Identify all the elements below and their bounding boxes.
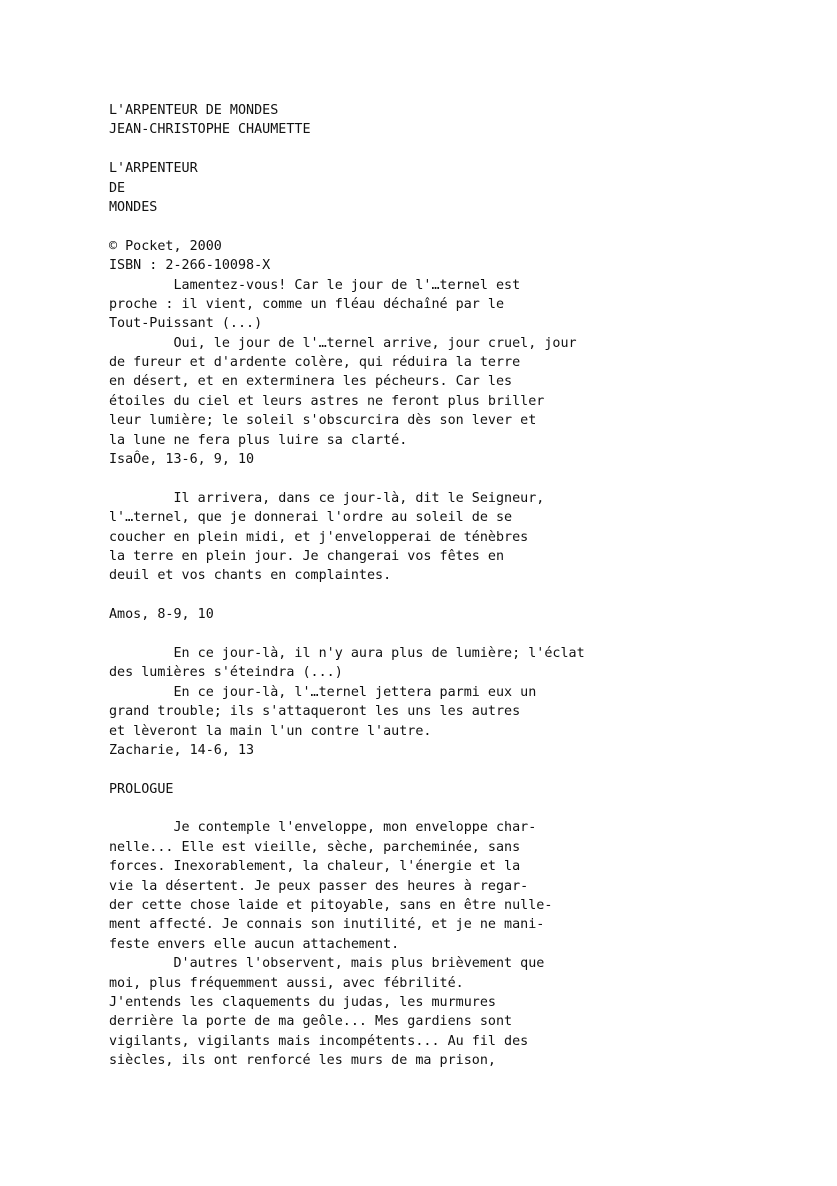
text-line: derrière la porte de ma geôle... Mes gardiens sont bbox=[109, 1014, 513, 1030]
spacer bbox=[109, 469, 809, 488]
book-title: L'ARPENTEUR DE MONDES bbox=[109, 103, 279, 118]
title-line: L'ARPENTEUR bbox=[109, 161, 198, 177]
text-line: la terre en plein jour. Je changerai vos fêtes en bbox=[109, 548, 505, 564]
text-line: de fureur et d'ardente colère, qui réduira la terre bbox=[109, 355, 521, 371]
text-line: grand trouble; ils s'attaqueront les uns les autres bbox=[109, 704, 521, 720]
copyright-line: © Pocket, 2000 bbox=[109, 238, 222, 254]
text-line: en désert, et en exterminera les pécheurs. Car les bbox=[109, 374, 513, 390]
text-line: Oui, le jour de l'…ternel arrive, jour cruel, jour bbox=[109, 335, 577, 351]
text-line: vigilants, vigilants mais incompétents... Au fil des bbox=[109, 1033, 529, 1049]
epigraph-source: IsaÔe, 13-6, 9, 10 bbox=[109, 452, 255, 468]
text-line: der cette chose laide et pitoyable, sans en être nulle- bbox=[109, 898, 553, 914]
text-line: l'…ternel, que je donnerai l'ordre au soleil de se bbox=[109, 510, 513, 526]
prologue-body bbox=[109, 818, 809, 1070]
text-line: coucher en plein midi, et j'envelopperai de ténèbres bbox=[109, 529, 529, 545]
text-line: Lamentez-vous! Car le jour de l'…ternel est bbox=[109, 277, 521, 293]
spacer bbox=[109, 799, 809, 818]
spacer bbox=[109, 760, 809, 779]
text-line: feste envers elle aucun attachement. bbox=[109, 936, 400, 952]
spacer bbox=[109, 217, 809, 236]
epigraph-zacharie bbox=[109, 644, 809, 760]
text-line: Tout-Puissant (...) bbox=[109, 316, 263, 332]
book-author: JEAN-CHRISTOPHE CHAUMETTE bbox=[109, 122, 311, 138]
spacer bbox=[109, 625, 809, 644]
text-line: vie la désertent. Je peux passer des heures à regar- bbox=[109, 878, 529, 894]
text-line: étoiles du ciel et leurs astres ne feront plus briller bbox=[109, 393, 545, 409]
title-line: DE bbox=[109, 180, 126, 196]
epigraph-source: Amos, 8-9, 10 bbox=[109, 607, 214, 623]
text-line: proche : il vient, comme un fléau déchaîné par le bbox=[109, 296, 505, 312]
text-line: moi, plus fréquemment aussi, avec fébrilité. bbox=[109, 975, 464, 991]
document-page bbox=[109, 101, 809, 1071]
isbn-line: ISBN : 2-266-10098-X bbox=[109, 258, 271, 274]
text-line: En ce jour-là, l'…ternel jettera parmi eux un bbox=[109, 684, 537, 700]
text-line: la lune ne fera plus luire sa clarté. bbox=[109, 432, 408, 448]
text-line: nelle... Elle est vieille, sèche, parcheminée, sans bbox=[109, 839, 521, 855]
text-line: ment affecté. Je connais son inutilité, et je ne mani- bbox=[109, 917, 545, 933]
text-line: des lumières s'éteindra (...) bbox=[109, 665, 343, 681]
spacer bbox=[109, 586, 809, 605]
title-line: MONDES bbox=[109, 199, 158, 215]
epigraph-isaiah bbox=[109, 276, 809, 470]
prologue-heading: PROLOGUE bbox=[109, 781, 174, 797]
text-line: et lèveront la main l'un contre l'autre. bbox=[109, 723, 432, 739]
text-line: En ce jour-là, il n'y aura plus de lumière; l'éclat bbox=[109, 645, 585, 661]
text-line: leur lumière; le soleil s'obscurcira dès son lever et bbox=[109, 413, 537, 429]
text-line: D'autres l'observent, mais plus brièvement que bbox=[109, 956, 545, 972]
epigraph-source: Zacharie, 14-6, 13 bbox=[109, 742, 255, 758]
text-line: J'entends les claquements du judas, les murmures bbox=[109, 994, 496, 1010]
text-line: deuil et vos chants en complaintes. bbox=[109, 568, 392, 584]
text-line: siècles, ils ont renforcé les murs de ma prison, bbox=[109, 1053, 496, 1069]
text-line: Il arrivera, dans ce jour-là, dit le Seigneur, bbox=[109, 490, 545, 506]
spacer bbox=[109, 140, 809, 159]
epigraph-amos bbox=[109, 489, 809, 586]
text-line: forces. Inexorablement, la chaleur, l'énergie et la bbox=[109, 859, 521, 875]
text-line: Je contemple l'enveloppe, mon enveloppe char- bbox=[109, 820, 537, 836]
